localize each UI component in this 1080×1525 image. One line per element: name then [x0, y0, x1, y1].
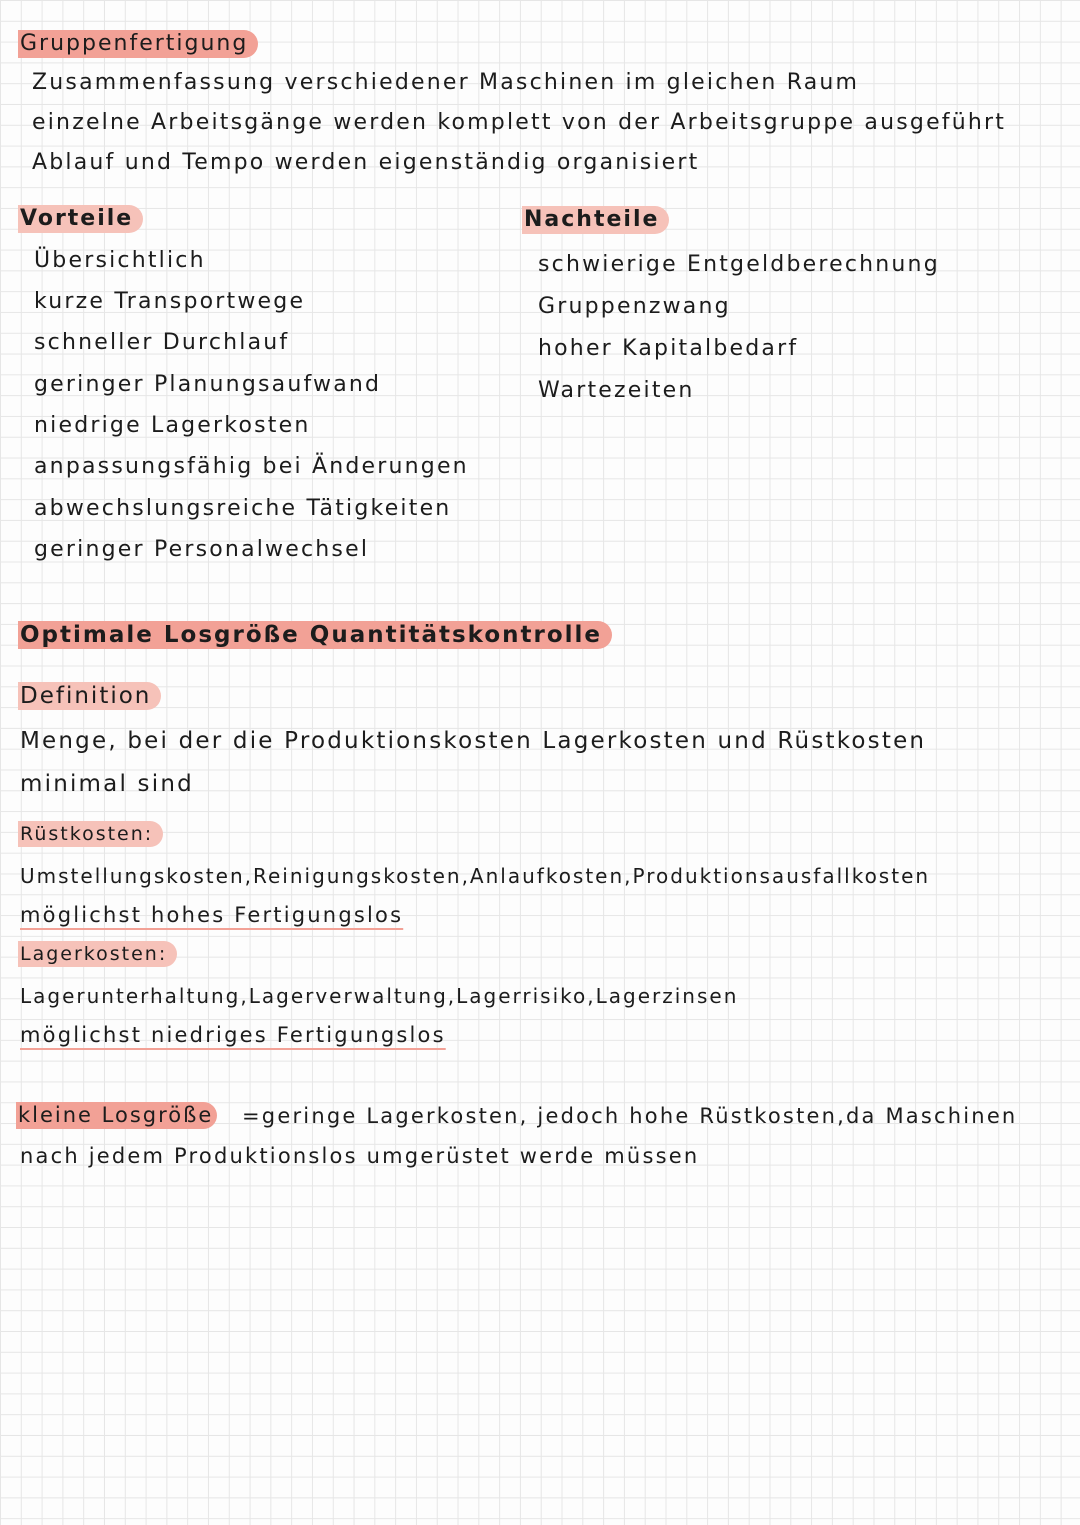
text-line: einzelne Arbeitsgänge werden komplett von der Arbeitsgruppe ausgeführt	[32, 110, 1007, 135]
list-item: kurze Transportwege	[34, 289, 306, 314]
list-item: geringer Planungsaufwand	[34, 372, 382, 397]
lagerkosten-note: möglichst niedriges Fertigungslos	[20, 1023, 446, 1047]
list-item: niedrige Lagerkosten	[34, 413, 311, 438]
definition-line: Menge, bei der die Produktionskosten Lagerkosten und Rüstkosten	[20, 728, 927, 754]
label-kleine-losgroesse: kleine Losgröße	[16, 1102, 217, 1129]
list-item: geringer Personalwechsel	[34, 537, 370, 562]
section-title-gruppenfertigung: Gruppenfertigung	[18, 30, 258, 58]
label-lagerkosten: Lagerkosten:	[18, 941, 177, 967]
ruestkosten-note: möglichst hohes Fertigungslos	[20, 903, 404, 927]
text-line: Zusammenfassung verschiedener Maschinen im gleichen Raum	[32, 70, 860, 95]
heading-definition: Definition	[18, 682, 161, 710]
label-ruestkosten: Rüstkosten:	[18, 821, 163, 847]
list-item: Gruppenzwang	[538, 294, 731, 319]
kleine-losgroesse-text: =geringe Lagerkosten, jedoch hohe Rüstkosten,da Maschinen	[242, 1104, 1018, 1128]
heading-vorteile: Vorteile	[18, 205, 143, 233]
list-item: abwechslungsreiche Tätigkeiten	[34, 496, 452, 521]
section-title-losgroesse: Optimale Losgröße Quantitätskontrolle	[18, 621, 612, 649]
list-item: schwierige Entgeldberechnung	[538, 252, 940, 277]
kleine-losgroesse-text2: nach jedem Produktionslos umgerüstet werde müssen	[20, 1144, 700, 1168]
definition-line: minimal sind	[20, 771, 194, 797]
ruestkosten-items: Umstellungskosten,Reinigungskosten,Anlaufkosten,Produktionsausfallkosten	[20, 864, 931, 888]
text-line: Ablauf und Tempo werden eigenständig organisiert	[32, 150, 700, 175]
list-item: hoher Kapitalbedarf	[538, 336, 799, 361]
list-item: anpassungsfähig bei Änderungen	[34, 454, 469, 479]
heading-nachteile: Nachteile	[522, 206, 669, 234]
list-item: schneller Durchlauf	[34, 330, 290, 355]
lagerkosten-items: Lagerunterhaltung,Lagerverwaltung,Lagerrisiko,Lagerzinsen	[20, 984, 739, 1008]
list-item: Übersichtlich	[34, 248, 206, 273]
list-item: Wartezeiten	[538, 378, 695, 403]
